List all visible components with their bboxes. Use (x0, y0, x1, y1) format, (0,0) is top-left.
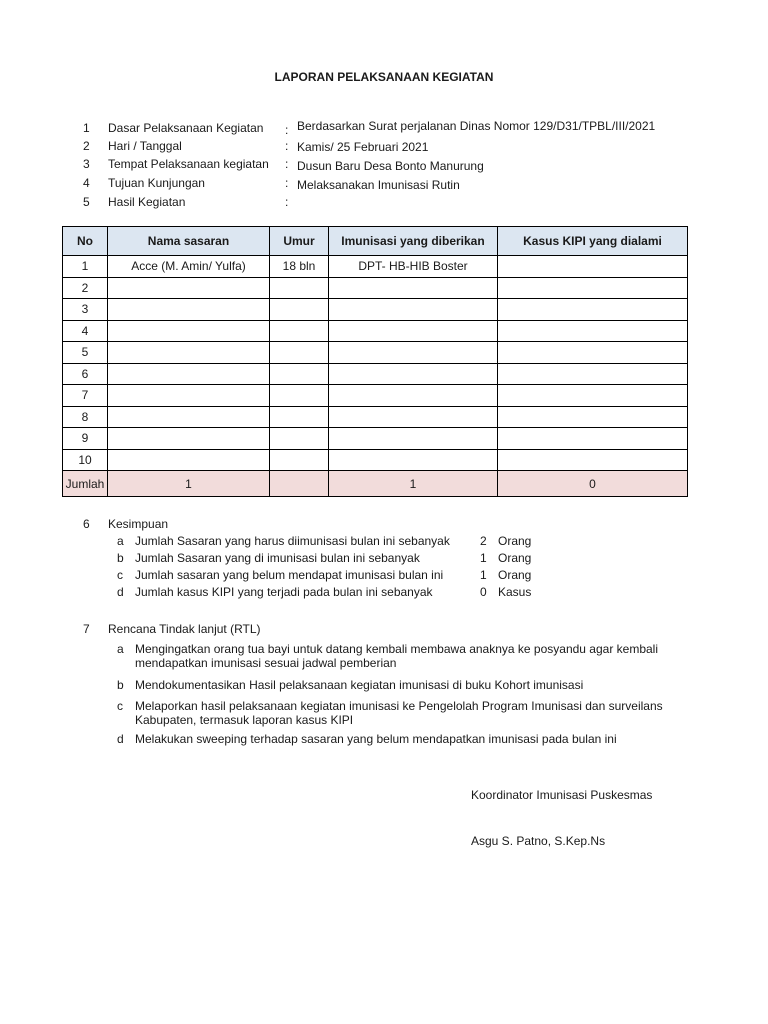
cell-no: 7 (63, 385, 108, 407)
cell-umur (270, 277, 329, 299)
cell-no: 10 (63, 449, 108, 471)
cell-nama-sasaran: Acce (M. Amin/ Yulfa) (108, 256, 270, 278)
cell-kasus-kipi (498, 428, 688, 450)
rtl-item-line: Kabupaten, termasuk laporan kasus KIPI (135, 713, 354, 727)
kesimpulan-letter: d (117, 585, 124, 599)
total-label: Jumlah (63, 471, 108, 497)
results-table (62, 226, 688, 497)
info-number: 3 (83, 157, 90, 171)
table-body (63, 256, 688, 497)
cell-imunisasi (329, 449, 498, 471)
cell-kasus-kipi (498, 449, 688, 471)
table-total-row (63, 471, 688, 497)
section-heading: Kesimpuan (108, 517, 169, 531)
cell-no: 5 (63, 342, 108, 364)
info-value: Berdasarkan Surat perjalanan Dinas Nomor 129/D31/TPBL/III/2021 (297, 119, 656, 133)
table-row (63, 342, 688, 364)
cell-umur (270, 449, 329, 471)
rtl-letter: c (117, 699, 123, 713)
cell-nama-sasaran (108, 363, 270, 385)
table-row (63, 299, 688, 321)
cell-nama-sasaran (108, 406, 270, 428)
kesimpulan-unit: Kasus (498, 585, 532, 599)
rtl-item-line: Mendokumentasikan Hasil pelaksanaan kegiatan imunisasi di buku Kohort imunisasi (135, 678, 584, 692)
info-label: Tempat Pelaksanaan kegiatan (108, 157, 269, 171)
cell-imunisasi (329, 428, 498, 450)
rtl-item-line: Mengingatkan orang tua bayi untuk datang kembali membawa anaknya ke posyandu agar kembali (135, 642, 658, 656)
kesimpulan-unit: Orang (498, 568, 532, 582)
cell-umur (270, 299, 329, 321)
cell-nama-sasaran (108, 385, 270, 407)
cell-imunisasi (329, 342, 498, 364)
cell-no: 9 (63, 428, 108, 450)
cell-umur: 18 bln (270, 256, 329, 278)
section-heading: Rencana Tindak lanjut (RTL) (108, 622, 261, 636)
info-colon: : (285, 157, 289, 171)
signature-role: Koordinator Imunisasi Puskesmas (471, 788, 653, 802)
header-no: No (63, 227, 108, 256)
table-row (63, 406, 688, 428)
kesimpulan-unit: Orang (498, 534, 532, 548)
info-label: Tujuan Kunjungan (108, 176, 205, 190)
header-kasus-kipi: Kasus KIPI yang dialami (498, 227, 688, 256)
cell-umur (270, 428, 329, 450)
cell-no: 4 (63, 320, 108, 342)
cell-imunisasi (329, 277, 498, 299)
rtl-letter: b (117, 678, 124, 692)
cell-imunisasi (329, 385, 498, 407)
cell-kasus-kipi (498, 385, 688, 407)
cell-nama-sasaran (108, 299, 270, 321)
document-title: LAPORAN PELAKSANAAN KEGIATAN (274, 70, 494, 84)
rtl-item-line: Melakukan sweeping terhadap sasaran yang belum mendapatkan imunisasi pada bulan ini (135, 732, 617, 746)
cell-nama-sasaran (108, 449, 270, 471)
cell-kasus-kipi (498, 256, 688, 278)
rtl-item-line: mendapatkan imunisasi sesuai jadwal pemberian (135, 656, 397, 670)
info-value: Kamis/ 25 Februari 2021 (297, 140, 429, 154)
cell-imunisasi (329, 363, 498, 385)
info-colon: : (285, 176, 289, 190)
cell-no: 6 (63, 363, 108, 385)
table-header-row (63, 227, 688, 256)
info-number: 4 (83, 176, 90, 190)
header-nama-sasaran: Nama sasaran (108, 227, 270, 256)
section-number: 7 (83, 622, 90, 636)
cell-kasus-kipi (498, 320, 688, 342)
cell-no: 3 (63, 299, 108, 321)
table-row (63, 428, 688, 450)
total-cell: 1 (108, 471, 270, 497)
rtl-letter: a (117, 642, 124, 656)
table-row (63, 320, 688, 342)
kesimpulan-count: 1 (480, 551, 487, 565)
kesimpulan-letter: b (117, 551, 124, 565)
section-number: 6 (83, 517, 90, 531)
header-imunisasi: Imunisasi yang diberikan (329, 227, 498, 256)
cell-umur (270, 342, 329, 364)
table-row (63, 363, 688, 385)
cell-kasus-kipi (498, 299, 688, 321)
kesimpulan-text: Jumlah kasus KIPI yang terjadi pada bulan ini sebanyak (135, 585, 433, 599)
table-row (63, 256, 688, 278)
info-label: Hari / Tanggal (108, 139, 182, 153)
cell-nama-sasaran (108, 428, 270, 450)
info-colon: : (285, 195, 289, 209)
cell-umur (270, 363, 329, 385)
info-number: 2 (83, 139, 90, 153)
cell-imunisasi (329, 299, 498, 321)
rtl-item-line: Melaporkan hasil pelaksanaan kegiatan imunisasi ke Pengelolah Program Imunisasi dan surveilans (135, 699, 663, 713)
total-cell: 1 (329, 471, 498, 497)
cell-nama-sasaran (108, 277, 270, 299)
info-number: 1 (83, 121, 90, 135)
cell-nama-sasaran (108, 342, 270, 364)
info-label: Dasar Pelaksanaan Kegiatan (108, 121, 264, 135)
cell-no: 8 (63, 406, 108, 428)
cell-kasus-kipi (498, 342, 688, 364)
table-row (63, 449, 688, 471)
cell-umur (270, 406, 329, 428)
kesimpulan-unit: Orang (498, 551, 532, 565)
cell-imunisasi: DPT- HB-HIB Boster (329, 256, 498, 278)
info-colon: : (285, 139, 289, 153)
kesimpulan-text: Jumlah Sasaran yang di imunisasi bulan ini sebanyak (135, 551, 420, 565)
cell-kasus-kipi (498, 277, 688, 299)
info-value: Dusun Baru Desa Bonto Manurung (297, 159, 484, 173)
info-value: Melaksanakan Imunisasi Rutin (297, 178, 460, 192)
info-number: 5 (83, 195, 90, 209)
cell-imunisasi (329, 406, 498, 428)
cell-kasus-kipi (498, 406, 688, 428)
kesimpulan-letter: c (117, 568, 123, 582)
info-label: Hasil Kegiatan (108, 195, 186, 209)
cell-kasus-kipi (498, 363, 688, 385)
table-row (63, 385, 688, 407)
total-cell (270, 471, 329, 497)
header-umur: Umur (270, 227, 329, 256)
cell-umur (270, 385, 329, 407)
total-cell: 0 (498, 471, 688, 497)
kesimpulan-count: 0 (480, 585, 487, 599)
table-row (63, 277, 688, 299)
kesimpulan-letter: a (117, 534, 124, 548)
cell-imunisasi (329, 320, 498, 342)
kesimpulan-text: Jumlah sasaran yang belum mendapat imunisasi bulan ini (135, 568, 444, 582)
kesimpulan-text: Jumlah Sasaran yang harus diimunisasi bulan ini sebanyak (135, 534, 450, 548)
signature-name: Asgu S. Patno, S.Kep.Ns (471, 834, 606, 848)
cell-umur (270, 320, 329, 342)
cell-no: 2 (63, 277, 108, 299)
cell-nama-sasaran (108, 320, 270, 342)
cell-no: 1 (63, 256, 108, 278)
kesimpulan-count: 1 (480, 568, 487, 582)
kesimpulan-count: 2 (480, 534, 487, 548)
rtl-letter: d (117, 732, 124, 746)
info-colon: : (285, 123, 289, 137)
